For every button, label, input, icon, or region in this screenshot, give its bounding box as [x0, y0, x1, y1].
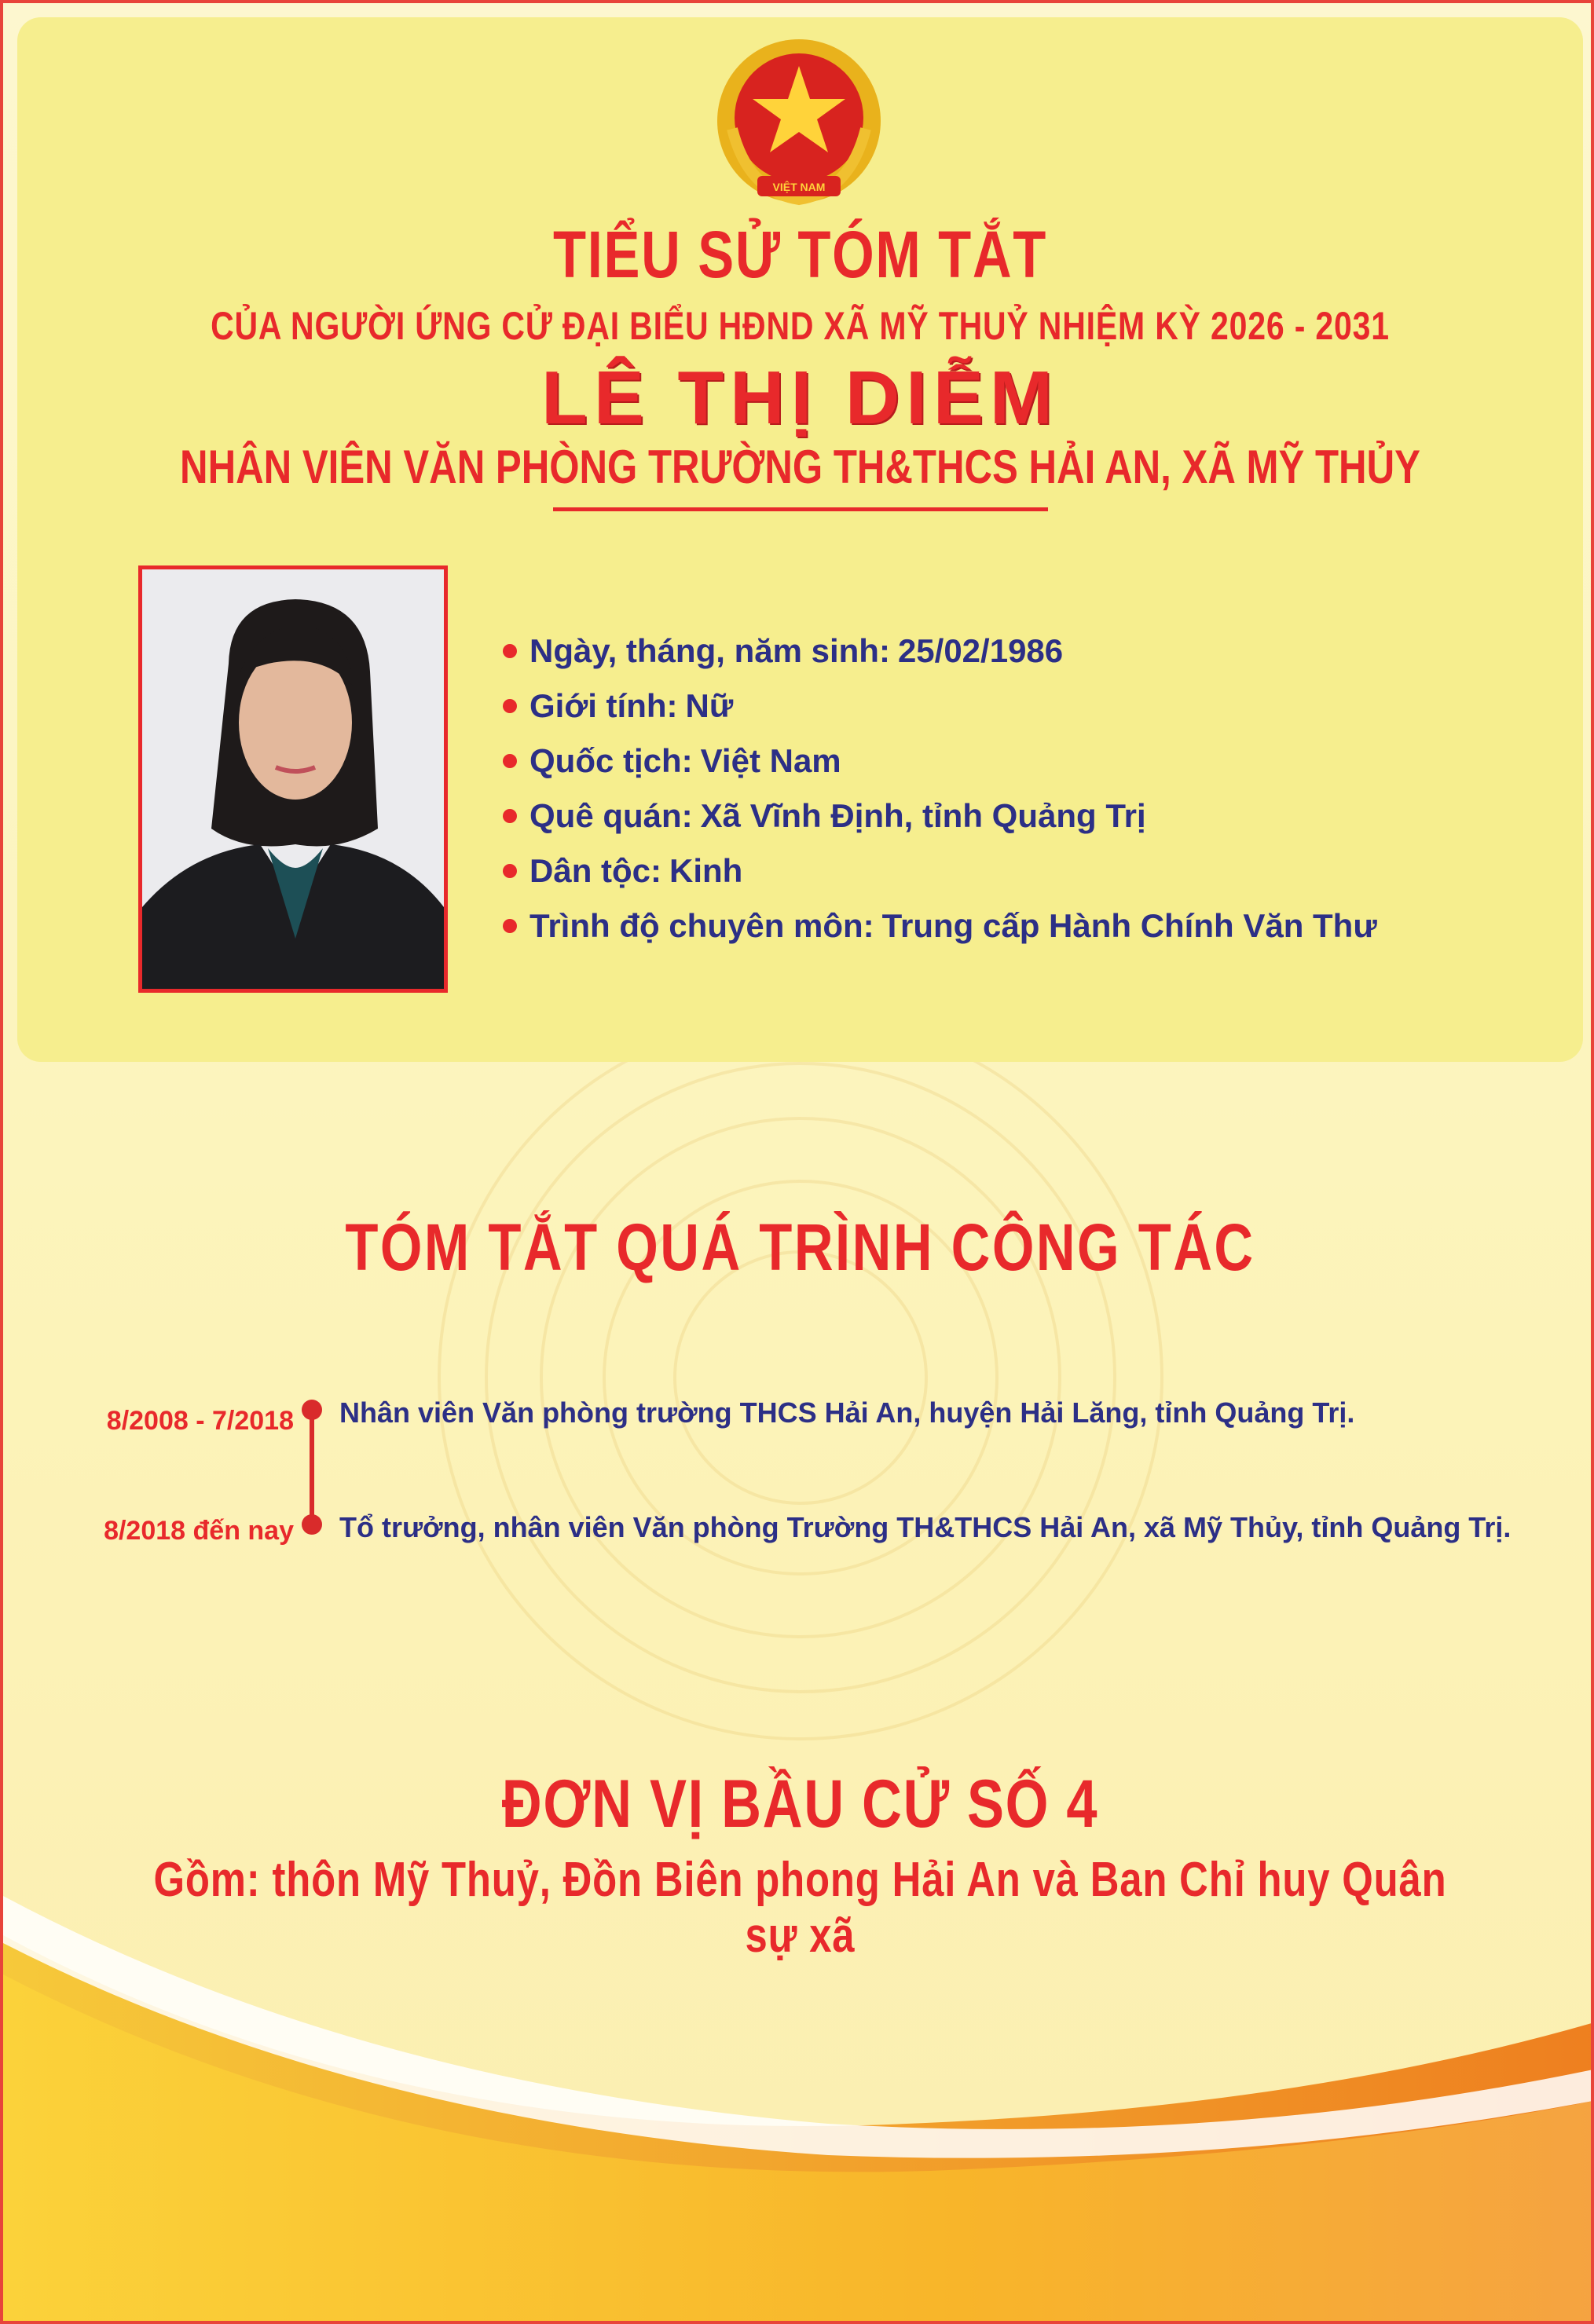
info-value: 25/02/1986	[897, 632, 1064, 669]
info-gender	[503, 679, 1377, 734]
title-underline	[553, 507, 1048, 511]
bullet-icon	[503, 809, 517, 823]
svg-text:VIỆT NAM: VIỆT NAM	[772, 181, 826, 193]
timeline-dot	[302, 1400, 322, 1420]
info-hometown	[503, 789, 1377, 844]
info-birthdate	[503, 624, 1377, 679]
electoral-unit-description: Gồm: thôn Mỹ Thuỷ, Đồn Biên phong Hải An và Ban Chỉ huy Quân sự xã	[153, 1853, 1447, 1963]
electoral-unit-title: ĐƠN VỊ BẦU CỬ SỐ 4	[501, 1766, 1099, 1842]
candidate-portrait	[138, 565, 448, 993]
timeline-description: Tổ trưởng, nhân viên Văn phòng Trường TH&THCS Hải An, xã Mỹ Thủy, tỉnh Quảng Trị.	[339, 1511, 1512, 1543]
work-history-title: TÓM TẮT QUÁ TRÌNH CÔNG TÁC	[345, 1210, 1255, 1284]
info-value: Xã Vĩnh Định, tỉnh Quảng Trị	[700, 797, 1146, 834]
bullet-icon	[503, 754, 517, 768]
info-value: Kinh	[669, 852, 743, 889]
background-pattern	[223, 985, 1378, 1770]
timeline-period: 8/2008 - 7/2018	[106, 1406, 294, 1436]
info-value: Việt Nam	[700, 742, 841, 779]
info-nationality	[503, 734, 1377, 789]
decorative-waves	[3, 1888, 1594, 2324]
candidate-name: LÊ THỊ DIỄM	[541, 356, 1059, 440]
timeline-description: Nhân viên Văn phòng trường THCS Hải An, huyện Hải Lăng, tỉnh Quảng Trị.	[339, 1396, 1355, 1429]
info-qualification	[503, 898, 1377, 953]
info-label: Trình độ chuyên môn:	[530, 907, 874, 944]
timeline-line	[310, 1409, 314, 1527]
national-emblem-icon	[701, 35, 897, 215]
bullet-icon	[503, 919, 517, 933]
info-label: Dân tộc:	[530, 852, 661, 889]
info-ethnicity	[503, 844, 1377, 898]
timeline-dot	[302, 1514, 322, 1535]
profile-info-list	[503, 624, 1377, 953]
info-value: Nữ	[685, 687, 734, 724]
info-label: Giới tính:	[530, 687, 678, 724]
candidate-position: NHÂN VIÊN VĂN PHÒNG TRƯỜNG TH&THCS HẢI AN, XÃ MỸ THỦY	[180, 441, 1420, 493]
document-subtitle: CỦA NGƯỜI ỨNG CỬ ĐẠI BIỂU HĐND XÃ MỸ THUỶ NHIỆM KỲ 2026 - 2031	[211, 304, 1390, 348]
bullet-icon	[503, 699, 517, 713]
timeline-period: 8/2018 đến nay	[104, 1516, 294, 1546]
portrait-illustration	[142, 569, 444, 989]
info-value: Trung cấp Hành Chính Văn Thư	[881, 907, 1377, 944]
bullet-icon	[503, 644, 517, 658]
document-title: TIỂU SỬ TÓM TẮT	[553, 218, 1047, 291]
info-label: Quốc tịch:	[530, 742, 693, 779]
info-label: Ngày, tháng, năm sinh:	[530, 632, 890, 669]
bullet-icon	[503, 864, 517, 878]
info-label: Quê quán:	[530, 797, 693, 834]
